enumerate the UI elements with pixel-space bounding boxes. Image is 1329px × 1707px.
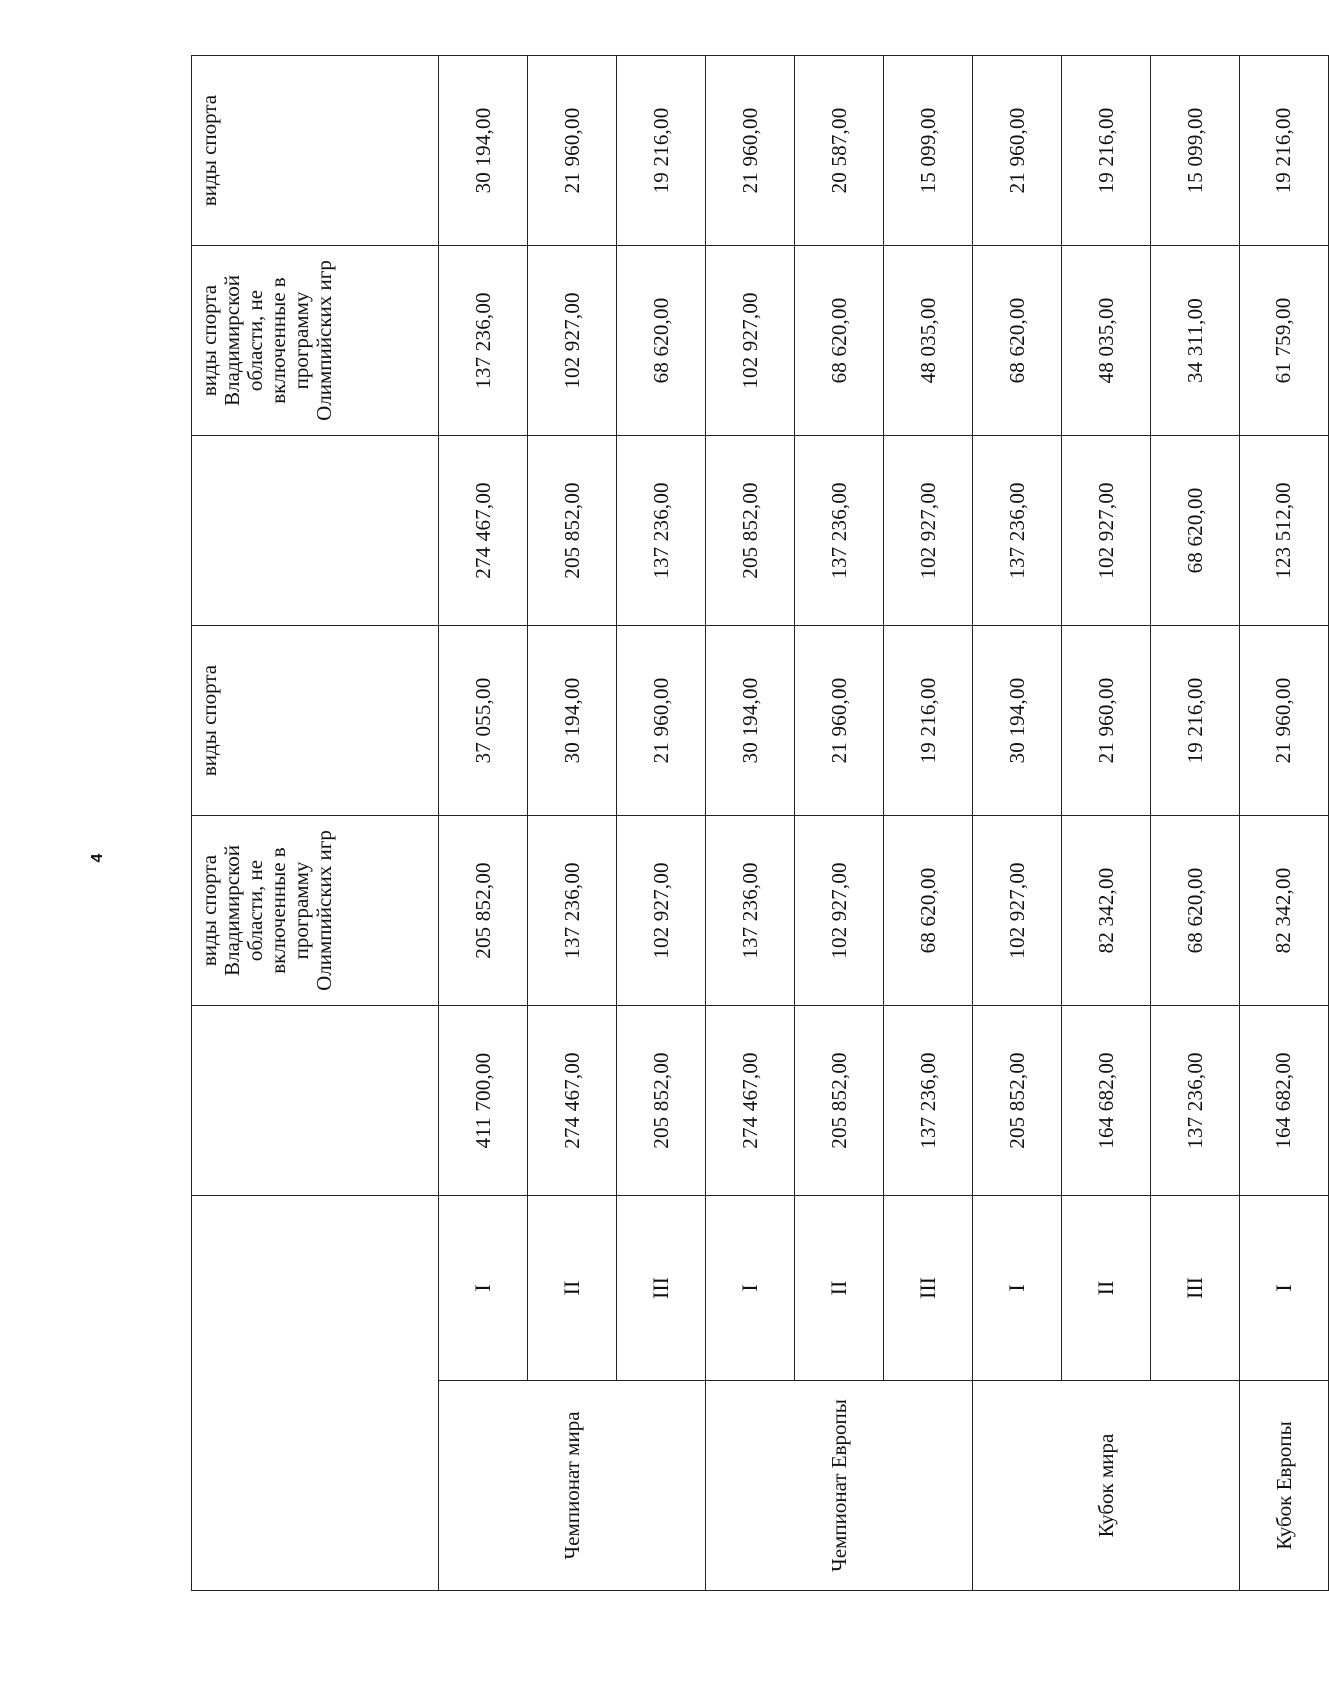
value-cell: 205 852,00: [706, 436, 795, 626]
value-cell: 19 216,00: [1239, 56, 1328, 246]
place-cell: II: [795, 1196, 884, 1381]
table-row: [439, 56, 528, 1591]
place-cell: I: [973, 1196, 1062, 1381]
value-cell: 164 682,00: [1239, 1006, 1328, 1196]
value-cell: 30 194,00: [973, 626, 1062, 816]
header-col-d: [192, 436, 439, 626]
value-cell: 102 927,00: [1062, 436, 1151, 626]
rotated-table-frame: [191, 61, 1329, 1591]
table-row: [884, 56, 973, 1591]
value-cell: 274 467,00: [439, 436, 528, 626]
header-col-f: виды спорта: [192, 56, 439, 246]
value-cell: 68 620,00: [1151, 816, 1240, 1006]
value-cell: 34 311,00: [1151, 246, 1240, 436]
place-cell: II: [528, 1196, 617, 1381]
value-cell: 68 620,00: [1151, 436, 1240, 626]
value-cell: 21 960,00: [795, 626, 884, 816]
table-row: [1151, 56, 1240, 1591]
header-blank-cell: [192, 1196, 439, 1591]
table-row: [1062, 56, 1151, 1591]
value-cell: 21 960,00: [1239, 626, 1328, 816]
place-cell: I: [1239, 1196, 1328, 1381]
value-cell: 123 512,00: [1239, 436, 1328, 626]
table-row: [617, 56, 706, 1591]
table-rotation-wrapper: [191, 61, 1329, 1591]
value-cell: 19 216,00: [617, 56, 706, 246]
place-cell: I: [706, 1196, 795, 1381]
value-cell: 68 620,00: [617, 246, 706, 436]
value-cell: 15 099,00: [1151, 56, 1240, 246]
value-cell: 19 216,00: [1062, 56, 1151, 246]
value-cell: 164 682,00: [1062, 1006, 1151, 1196]
value-cell: 137 236,00: [439, 246, 528, 436]
value-cell: 37 055,00: [439, 626, 528, 816]
table-row: [795, 56, 884, 1591]
table-header-row: [192, 56, 439, 1591]
event-name: Кубок мира: [973, 1381, 1240, 1591]
prize-table: [191, 55, 1329, 1591]
value-cell: 137 236,00: [1151, 1006, 1240, 1196]
value-cell: 48 035,00: [1062, 246, 1151, 436]
value-cell: 137 236,00: [706, 816, 795, 1006]
value-cell: 102 927,00: [795, 816, 884, 1006]
value-cell: 19 216,00: [884, 626, 973, 816]
value-cell: 102 927,00: [617, 816, 706, 1006]
value-cell: 411 700,00: [439, 1006, 528, 1196]
value-cell: 30 194,00: [528, 626, 617, 816]
value-cell: 21 960,00: [1062, 626, 1151, 816]
value-cell: 102 927,00: [528, 246, 617, 436]
value-cell: 137 236,00: [528, 816, 617, 1006]
value-cell: 102 927,00: [884, 436, 973, 626]
header-col-a: [192, 1006, 439, 1196]
value-cell: 205 852,00: [528, 436, 617, 626]
value-cell: 102 927,00: [706, 246, 795, 436]
value-cell: 48 035,00: [884, 246, 973, 436]
header-col-e: виды спорта Владимирской области, не включенные в программу Олимпийских игр: [192, 246, 439, 436]
header-col-b: виды спорта Владимирской области, не включенные в программу Олимпийских игр: [192, 816, 439, 1006]
value-cell: 68 620,00: [795, 246, 884, 436]
table-row: [528, 56, 617, 1591]
value-cell: 102 927,00: [973, 816, 1062, 1006]
value-cell: 205 852,00: [617, 1006, 706, 1196]
value-cell: 274 467,00: [528, 1006, 617, 1196]
value-cell: 20 587,00: [795, 56, 884, 246]
value-cell: 21 960,00: [528, 56, 617, 246]
value-cell: 68 620,00: [973, 246, 1062, 436]
place-cell: III: [884, 1196, 973, 1381]
event-name: Кубок Европы: [1239, 1381, 1328, 1591]
value-cell: 30 194,00: [439, 56, 528, 246]
value-cell: 15 099,00: [884, 56, 973, 246]
value-cell: 21 960,00: [617, 626, 706, 816]
value-cell: 68 620,00: [884, 816, 973, 1006]
value-cell: 21 960,00: [706, 56, 795, 246]
place-cell: II: [1062, 1196, 1151, 1381]
value-cell: 137 236,00: [617, 436, 706, 626]
value-cell: 19 216,00: [1151, 626, 1240, 816]
table-row: [1239, 56, 1328, 1591]
value-cell: 137 236,00: [973, 436, 1062, 626]
value-cell: 82 342,00: [1239, 816, 1328, 1006]
value-cell: 274 467,00: [706, 1006, 795, 1196]
value-cell: 205 852,00: [439, 816, 528, 1006]
place-cell: I: [439, 1196, 528, 1381]
value-cell: 21 960,00: [973, 56, 1062, 246]
value-cell: 137 236,00: [795, 436, 884, 626]
table-row: [973, 56, 1062, 1591]
value-cell: 61 759,00: [1239, 246, 1328, 436]
header-col-c: виды спорта: [192, 626, 439, 816]
place-cell: III: [1151, 1196, 1240, 1381]
event-name: Чемпионат Европы: [706, 1381, 973, 1591]
table-row: [706, 56, 795, 1591]
value-cell: 205 852,00: [795, 1006, 884, 1196]
event-name: Чемпионат мира: [439, 1381, 706, 1591]
place-cell: III: [617, 1196, 706, 1381]
value-cell: 30 194,00: [706, 626, 795, 816]
value-cell: 205 852,00: [973, 1006, 1062, 1196]
value-cell: 82 342,00: [1062, 816, 1151, 1006]
value-cell: 137 236,00: [884, 1006, 973, 1196]
page-number: 4: [89, 853, 106, 863]
